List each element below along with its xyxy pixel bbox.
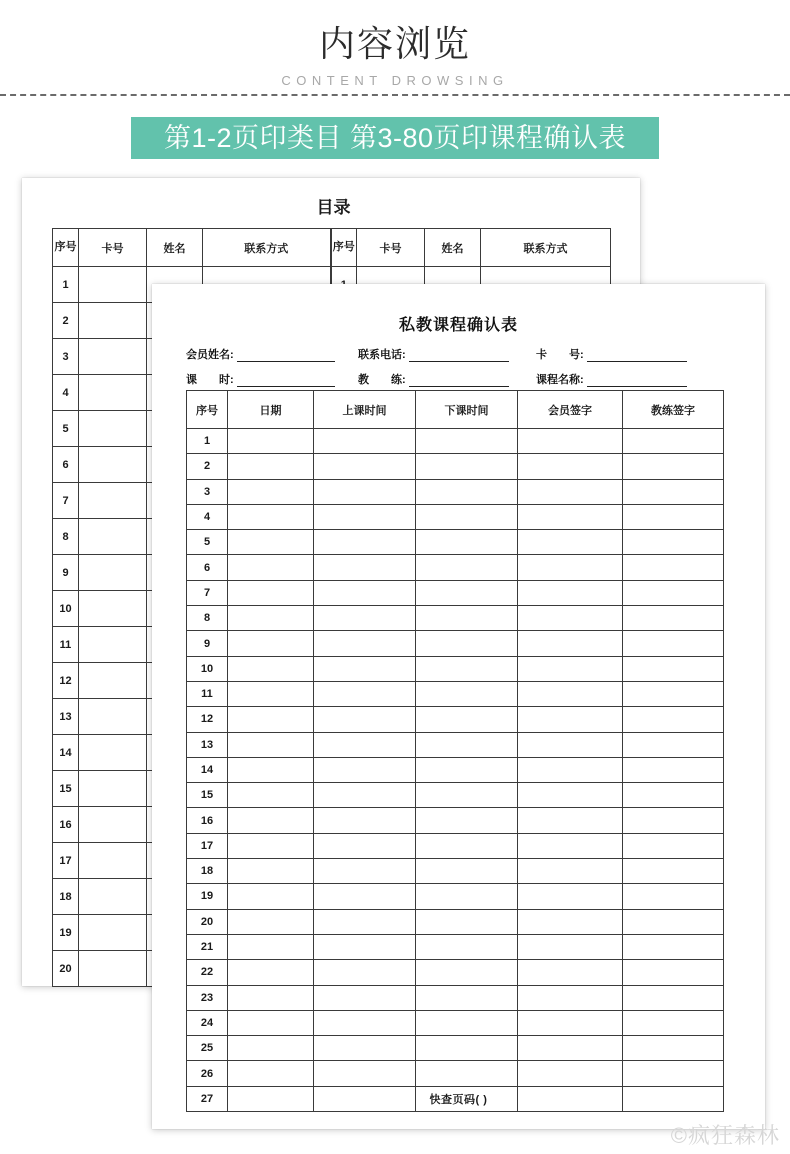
course-cell-coach-sign[interactable] <box>623 479 724 504</box>
catalog-col-name-right: 姓名 <box>425 229 481 267</box>
field-course-name: 课程名称: <box>536 371 734 387</box>
course-cell-seq[interactable]: 8 <box>187 606 228 631</box>
course-cell-date[interactable] <box>228 909 314 934</box>
course-cell-date[interactable] <box>228 808 314 833</box>
catalog-cell-seq-left[interactable]: 15 <box>53 771 79 807</box>
course-table-row <box>187 429 724 454</box>
course-cell-member-sign[interactable] <box>518 454 623 479</box>
course-cell-seq[interactable]: 15 <box>187 783 228 808</box>
course-cell-start-time[interactable] <box>314 429 416 454</box>
course-table-row <box>187 1061 724 1086</box>
field-coach-input[interactable] <box>409 375 509 387</box>
course-cell-end-time[interactable] <box>416 707 518 732</box>
course-table-row <box>187 454 724 479</box>
course-cell-start-time[interactable] <box>314 960 416 985</box>
catalog-cell-card-left[interactable] <box>79 483 147 519</box>
course-cell-coach-sign[interactable] <box>623 504 724 529</box>
course-cell-date[interactable] <box>228 479 314 504</box>
catalog-cell-seq-left[interactable]: 2 <box>53 303 79 339</box>
course-cell-start-time[interactable] <box>314 884 416 909</box>
course-cell-coach-sign[interactable] <box>623 707 724 732</box>
course-cell-date[interactable] <box>228 530 314 555</box>
course-cell-seq[interactable]: 27 <box>187 1086 228 1111</box>
course-cell-end-time[interactable] <box>416 555 518 580</box>
catalog-cell-card-left[interactable] <box>79 627 147 663</box>
course-cell-coach-sign[interactable] <box>623 429 724 454</box>
course-cell-member-sign[interactable] <box>518 555 623 580</box>
course-cell-start-time[interactable] <box>314 934 416 959</box>
course-cell-start-time[interactable] <box>314 707 416 732</box>
course-cell-seq[interactable]: 22 <box>187 960 228 985</box>
course-cell-coach-sign[interactable] <box>623 833 724 858</box>
course-cell-start-time[interactable] <box>314 833 416 858</box>
course-cell-end-time[interactable] <box>416 859 518 884</box>
course-cell-coach-sign[interactable] <box>623 454 724 479</box>
catalog-col-card-right: 卡号 <box>357 229 425 267</box>
catalog-cell-card-left[interactable] <box>79 411 147 447</box>
course-cell-member-sign[interactable] <box>518 504 623 529</box>
course-cell-seq[interactable]: 9 <box>187 631 228 656</box>
course-cell-member-sign[interactable] <box>518 808 623 833</box>
course-body <box>187 429 724 1112</box>
catalog-cell-seq-left[interactable]: 10 <box>53 591 79 627</box>
course-cell-seq[interactable]: 2 <box>187 454 228 479</box>
course-cell-member-sign[interactable] <box>518 960 623 985</box>
course-cell-date[interactable] <box>228 833 314 858</box>
watermark: ©疯狂森林 <box>670 1123 780 1148</box>
course-table-row <box>187 833 724 858</box>
course-cell-coach-sign[interactable] <box>623 884 724 909</box>
course-cell-seq[interactable]: 23 <box>187 985 228 1010</box>
course-cell-seq[interactable]: 17 <box>187 833 228 858</box>
course-cell-member-sign[interactable] <box>518 631 623 656</box>
page-subtitle: CONTENT DROWSING <box>281 73 509 88</box>
course-table-row <box>187 732 724 757</box>
course-cell-member-sign[interactable] <box>518 681 623 706</box>
course-fields <box>186 346 734 396</box>
field-member-name: 会员姓名: <box>186 346 358 362</box>
course-cell-member-sign[interactable] <box>518 1010 623 1035</box>
course-table-row <box>187 580 724 605</box>
course-cell-seq[interactable]: 7 <box>187 580 228 605</box>
course-cell-start-time[interactable] <box>314 555 416 580</box>
course-cell-end-time[interactable] <box>416 681 518 706</box>
course-cell-member-sign[interactable] <box>518 783 623 808</box>
course-cell-end-time[interactable] <box>416 960 518 985</box>
course-cell-end-time[interactable] <box>416 985 518 1010</box>
course-table-row <box>187 934 724 959</box>
course-cell-coach-sign[interactable] <box>623 1061 724 1086</box>
course-cell-start-time[interactable] <box>314 656 416 681</box>
course-cell-date[interactable] <box>228 732 314 757</box>
course-cell-seq[interactable]: 12 <box>187 707 228 732</box>
catalog-cell-seq-left[interactable]: 8 <box>53 519 79 555</box>
course-table-row <box>187 681 724 706</box>
course-cell-start-time[interactable] <box>314 479 416 504</box>
course-cell-seq[interactable]: 3 <box>187 479 228 504</box>
course-cell-date[interactable] <box>228 783 314 808</box>
course-document-sheet <box>152 284 765 1129</box>
course-table-row <box>187 707 724 732</box>
course-cell-end-time[interactable] <box>416 783 518 808</box>
course-cell-start-time[interactable] <box>314 530 416 555</box>
course-table-row <box>187 479 724 504</box>
course-cell-start-time[interactable] <box>314 909 416 934</box>
catalog-col-seq-right: 序号 <box>331 229 357 267</box>
course-table-row <box>187 631 724 656</box>
course-cell-date[interactable] <box>228 757 314 782</box>
catalog-cell-seq-left[interactable]: 12 <box>53 663 79 699</box>
course-cell-coach-sign[interactable] <box>623 757 724 782</box>
course-cell-member-sign[interactable] <box>518 1061 623 1086</box>
course-cell-seq[interactable]: 13 <box>187 732 228 757</box>
course-table-row <box>187 555 724 580</box>
catalog-cell-card-left[interactable] <box>79 735 147 771</box>
course-cell-start-time[interactable] <box>314 1061 416 1086</box>
course-cell-start-time[interactable] <box>314 1036 416 1061</box>
course-cell-date[interactable] <box>228 1010 314 1035</box>
course-cell-start-time[interactable] <box>314 859 416 884</box>
catalog-cell-seq-left[interactable]: 5 <box>53 411 79 447</box>
course-cell-end-time[interactable] <box>416 606 518 631</box>
field-phone-input[interactable] <box>409 350 509 362</box>
course-cell-coach-sign[interactable] <box>623 606 724 631</box>
catalog-cell-seq-left[interactable]: 13 <box>53 699 79 735</box>
course-cell-start-time[interactable] <box>314 580 416 605</box>
field-card-no: 卡 号: <box>536 346 734 362</box>
field-hours-input[interactable] <box>237 375 335 387</box>
course-cell-end-time[interactable] <box>416 580 518 605</box>
course-table-row <box>187 1036 724 1061</box>
catalog-cell-seq-left[interactable]: 7 <box>53 483 79 519</box>
course-cell-member-sign[interactable] <box>518 707 623 732</box>
course-cell-coach-sign[interactable] <box>623 934 724 959</box>
course-title: 私教课程确认表 <box>398 317 518 334</box>
course-cell-date[interactable] <box>228 1036 314 1061</box>
course-cell-coach-sign[interactable] <box>623 985 724 1010</box>
course-table-row <box>187 960 724 985</box>
course-cell-coach-sign[interactable] <box>623 783 724 808</box>
catalog-cell-card-left[interactable] <box>79 267 147 303</box>
course-cell-end-time[interactable] <box>416 656 518 681</box>
catalog-cell-seq-left[interactable]: 16 <box>53 807 79 843</box>
catalog-cell-card-left[interactable] <box>79 663 147 699</box>
catalog-cell-card-left[interactable] <box>79 915 147 951</box>
catalog-cell-card-left[interactable] <box>79 339 147 375</box>
field-coach: 教 练: <box>358 371 536 387</box>
field-card-no-input[interactable] <box>587 350 687 362</box>
catalog-cell-card-left[interactable] <box>79 303 147 339</box>
course-cell-start-time[interactable] <box>314 808 416 833</box>
course-cell-end-time[interactable] <box>416 934 518 959</box>
course-cell-end-time[interactable] <box>416 909 518 934</box>
catalog-cell-seq-left[interactable]: 11 <box>53 627 79 663</box>
catalog-cell-seq-left[interactable]: 4 <box>53 375 79 411</box>
course-cell-coach-sign[interactable] <box>623 1010 724 1035</box>
course-cell-end-time[interactable] <box>416 1036 518 1061</box>
course-cell-seq[interactable]: 20 <box>187 909 228 934</box>
course-table-wrapper <box>186 390 723 1112</box>
catalog-cell-card-left[interactable] <box>79 519 147 555</box>
course-cell-date[interactable] <box>228 934 314 959</box>
course-cell-seq[interactable]: 14 <box>187 757 228 782</box>
course-cell-coach-sign[interactable] <box>623 960 724 985</box>
course-cell-date[interactable] <box>228 985 314 1010</box>
course-cell-seq[interactable]: 6 <box>187 555 228 580</box>
catalog-cell-seq-left[interactable]: 3 <box>53 339 79 375</box>
course-table-row <box>187 909 724 934</box>
catalog-cell-seq-left[interactable]: 6 <box>53 447 79 483</box>
catalog-header-row <box>53 229 611 267</box>
course-cell-date[interactable] <box>228 606 314 631</box>
course-cell-date[interactable] <box>228 1061 314 1086</box>
course-cell-date[interactable] <box>228 429 314 454</box>
course-col-end-time: 下课时间 <box>416 391 518 429</box>
course-cell-end-time[interactable] <box>416 479 518 504</box>
catalog-cell-card-left[interactable] <box>79 951 147 987</box>
course-cell-date[interactable] <box>228 884 314 909</box>
course-cell-date[interactable] <box>228 580 314 605</box>
course-cell-start-time[interactable] <box>314 1010 416 1035</box>
course-cell-date[interactable] <box>228 631 314 656</box>
course-cell-coach-sign[interactable] <box>623 656 724 681</box>
course-field-row-2 <box>186 371 734 387</box>
course-table-row <box>187 530 724 555</box>
catalog-cell-card-left[interactable] <box>79 447 147 483</box>
course-table-row <box>187 606 724 631</box>
catalog-col-contact-right: 联系方式 <box>481 229 611 267</box>
course-cell-seq[interactable]: 21 <box>187 934 228 959</box>
course-cell-member-sign[interactable] <box>518 479 623 504</box>
course-cell-member-sign[interactable] <box>518 1036 623 1061</box>
course-col-date: 日期 <box>228 391 314 429</box>
catalog-cell-card-left[interactable] <box>79 843 147 879</box>
course-table <box>186 390 724 1112</box>
course-cell-member-sign[interactable] <box>518 757 623 782</box>
catalog-cell-card-left[interactable] <box>79 699 147 735</box>
page-title: 内容浏览 <box>318 23 471 64</box>
course-cell-seq[interactable]: 11 <box>187 681 228 706</box>
field-phone: 联系电话: <box>358 346 536 362</box>
course-cell-end-time[interactable] <box>416 504 518 529</box>
course-cell-start-time[interactable] <box>314 732 416 757</box>
catalog-cell-seq-left[interactable]: 14 <box>53 735 79 771</box>
course-cell-member-sign[interactable] <box>518 656 623 681</box>
course-cell-seq[interactable]: 1 <box>187 429 228 454</box>
course-cell-end-time[interactable] <box>416 631 518 656</box>
catalog-cell-seq-left[interactable]: 17 <box>53 843 79 879</box>
course-cell-start-time[interactable] <box>314 606 416 631</box>
course-table-row <box>187 859 724 884</box>
course-cell-member-sign[interactable] <box>518 934 623 959</box>
course-col-seq: 序号 <box>187 391 228 429</box>
course-table-row <box>187 757 724 782</box>
catalog-col-name-left: 姓名 <box>147 229 203 267</box>
catalog-cell-card-left[interactable] <box>79 591 147 627</box>
catalog-col-seq-left: 序号 <box>53 229 79 267</box>
course-cell-coach-sign[interactable] <box>623 631 724 656</box>
course-table-row <box>187 656 724 681</box>
course-table-row <box>187 985 724 1010</box>
course-cell-date[interactable] <box>228 681 314 706</box>
catalog-cell-seq-left[interactable]: 18 <box>53 879 79 915</box>
course-cell-seq[interactable]: 26 <box>187 1061 228 1086</box>
catalog-cell-seq-left[interactable]: 9 <box>53 555 79 591</box>
course-cell-start-time[interactable] <box>314 681 416 706</box>
course-table-row <box>187 884 724 909</box>
section-banner: 第1-2页印类目 第3-80页印课程确认表 <box>131 117 659 159</box>
field-member-name-input[interactable] <box>237 350 335 362</box>
course-cell-member-sign[interactable] <box>518 909 623 934</box>
course-cell-start-time[interactable] <box>314 757 416 782</box>
course-table-row <box>187 504 724 529</box>
course-cell-end-time[interactable] <box>416 808 518 833</box>
course-cell-end-time[interactable] <box>416 732 518 757</box>
course-cell-start-time[interactable] <box>314 985 416 1010</box>
course-cell-end-time[interactable] <box>416 530 518 555</box>
course-table-row <box>187 1010 724 1035</box>
course-cell-seq[interactable]: 25 <box>187 1036 228 1061</box>
catalog-cell-seq-left[interactable]: 19 <box>53 915 79 951</box>
course-cell-end-time[interactable] <box>416 884 518 909</box>
course-cell-member-sign[interactable] <box>518 580 623 605</box>
course-cell-seq[interactable]: 24 <box>187 1010 228 1035</box>
catalog-cell-seq-left[interactable]: 20 <box>53 951 79 987</box>
course-cell-member-sign[interactable] <box>518 884 623 909</box>
course-cell-coach-sign[interactable] <box>623 580 724 605</box>
course-cell-coach-sign[interactable] <box>623 808 724 833</box>
course-cell-member-sign[interactable] <box>518 859 623 884</box>
course-cell-coach-sign[interactable] <box>623 732 724 757</box>
course-cell-end-time[interactable] <box>416 757 518 782</box>
course-cell-date[interactable] <box>228 960 314 985</box>
course-header-row <box>187 391 724 429</box>
course-cell-seq[interactable]: 4 <box>187 504 228 529</box>
catalog-cell-card-left[interactable] <box>79 807 147 843</box>
course-cell-start-time[interactable] <box>314 454 416 479</box>
course-footer: 快查页码( ) <box>429 1094 488 1106</box>
catalog-cell-card-left[interactable] <box>79 879 147 915</box>
catalog-cell-card-left[interactable] <box>79 771 147 807</box>
course-cell-coach-sign[interactable] <box>623 555 724 580</box>
course-field-row-1 <box>186 346 734 362</box>
course-cell-start-time[interactable] <box>314 783 416 808</box>
course-table-row <box>187 783 724 808</box>
course-cell-date[interactable] <box>228 555 314 580</box>
course-cell-coach-sign[interactable] <box>623 530 724 555</box>
course-cell-end-time[interactable] <box>416 1061 518 1086</box>
course-col-member-sign: 会员签字 <box>518 391 623 429</box>
course-cell-member-sign[interactable] <box>518 985 623 1010</box>
course-cell-seq[interactable]: 18 <box>187 859 228 884</box>
course-cell-end-time[interactable] <box>416 454 518 479</box>
course-cell-end-time[interactable] <box>416 833 518 858</box>
course-cell-seq[interactable]: 5 <box>187 530 228 555</box>
course-cell-coach-sign[interactable] <box>623 1036 724 1061</box>
course-cell-coach-sign[interactable] <box>623 909 724 934</box>
course-cell-coach-sign[interactable] <box>623 681 724 706</box>
course-cell-seq[interactable]: 19 <box>187 884 228 909</box>
course-cell-date[interactable] <box>228 504 314 529</box>
dashed-divider <box>0 94 790 96</box>
course-cell-date[interactable] <box>228 656 314 681</box>
course-cell-start-time[interactable] <box>314 504 416 529</box>
course-cell-member-sign[interactable] <box>518 833 623 858</box>
course-cell-date[interactable] <box>228 707 314 732</box>
course-cell-end-time[interactable] <box>416 1010 518 1035</box>
page-header <box>0 0 790 90</box>
course-cell-seq[interactable]: 10 <box>187 656 228 681</box>
field-hours: 课 时: <box>186 371 358 387</box>
course-cell-member-sign[interactable] <box>518 606 623 631</box>
course-col-coach-sign: 教练签字 <box>623 391 724 429</box>
catalog-cell-card-left[interactable] <box>79 375 147 411</box>
course-cell-member-sign[interactable] <box>518 429 623 454</box>
course-cell-member-sign[interactable] <box>518 732 623 757</box>
course-cell-seq[interactable]: 16 <box>187 808 228 833</box>
catalog-title: 目录 <box>316 198 351 217</box>
field-course-name-input[interactable] <box>587 375 687 387</box>
course-cell-end-time[interactable] <box>416 429 518 454</box>
catalog-col-contact-left: 联系方式 <box>203 229 331 267</box>
course-col-start-time: 上课时间 <box>314 391 416 429</box>
course-cell-coach-sign[interactable] <box>623 859 724 884</box>
catalog-cell-seq-left[interactable]: 1 <box>53 267 79 303</box>
catalog-cell-card-left[interactable] <box>79 555 147 591</box>
course-cell-date[interactable] <box>228 454 314 479</box>
course-cell-member-sign[interactable] <box>518 530 623 555</box>
course-cell-start-time[interactable] <box>314 631 416 656</box>
course-cell-date[interactable] <box>228 859 314 884</box>
course-table-row <box>187 808 724 833</box>
catalog-col-card-left: 卡号 <box>79 229 147 267</box>
